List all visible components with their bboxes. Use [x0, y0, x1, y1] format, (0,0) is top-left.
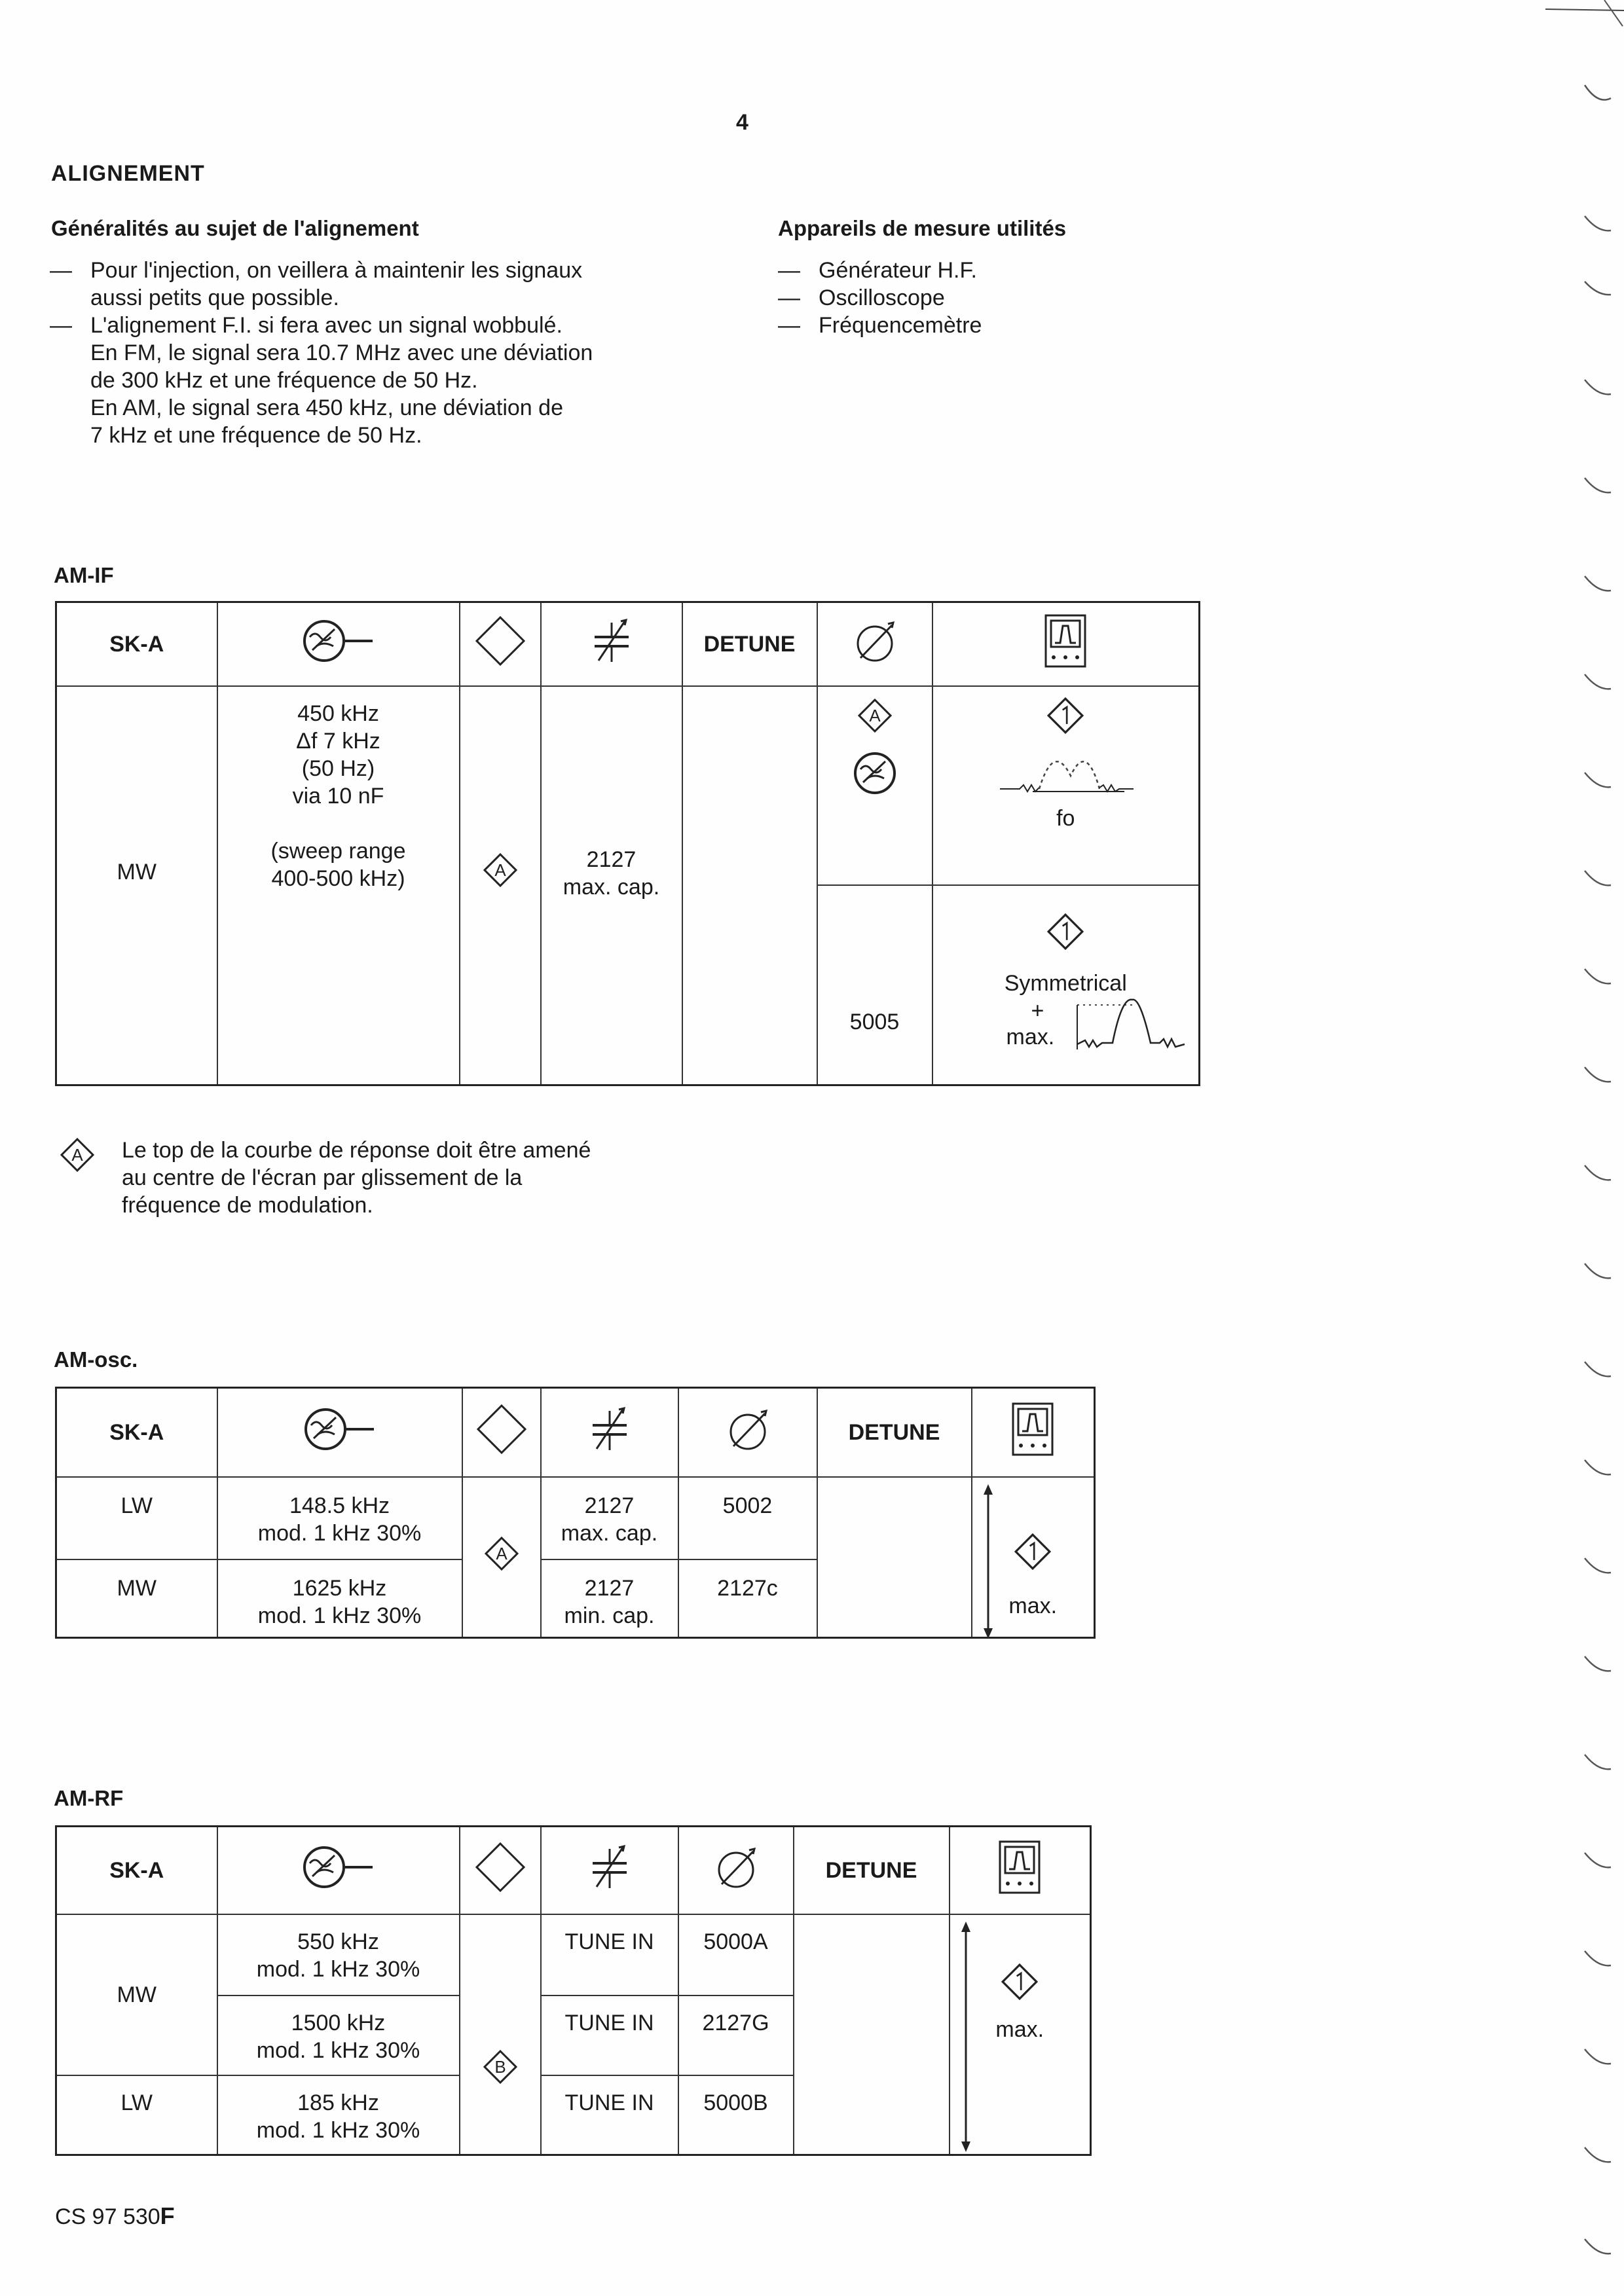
svg-text:A: A: [495, 1544, 507, 1564]
adjust-screwdriver-icon: [817, 602, 932, 686]
signal-generator-icon: [850, 750, 900, 797]
instrument-item: — Oscilloscope: [778, 284, 1171, 312]
document-code: CS 97 530F: [55, 2202, 175, 2229]
capacitor-setting: TUNE IN: [541, 2075, 678, 2155]
page-number: 4: [736, 110, 748, 135]
scope-response-fo: fo: [932, 686, 1200, 885]
detune-empty: [682, 686, 817, 1085]
svg-text:A: A: [494, 860, 506, 881]
header-sk-a: SK-A: [56, 1388, 217, 1477]
band-cell: MW: [56, 1559, 217, 1638]
generator-settings: 1625 kHz mod. 1 kHz 30%: [217, 1559, 462, 1638]
scope-result: max.: [972, 1477, 1095, 1638]
scope-result: max.: [950, 1914, 1091, 2155]
detune-empty: [817, 1477, 972, 1638]
generator-settings: 450 kHz Δf 7 kHz (50 Hz) via 10 nF (sweep range 400-500 kHz): [217, 686, 460, 1085]
scope-response-symmetrical: Symmetrical + max.: [932, 885, 1200, 1085]
variable-capacitor-icon: [541, 602, 682, 686]
variable-capacitor-icon: [541, 1827, 678, 1914]
marker-a-icon: [462, 1477, 541, 1638]
header-detune: DETUNE: [817, 1388, 972, 1477]
svg-text:A: A: [868, 705, 881, 725]
symmetrical-curve-icon: [1073, 993, 1191, 1053]
header-sk-a: SK-A: [56, 602, 217, 686]
marker-1-diamond-icon: [1001, 1963, 1038, 2000]
response-curve-icon: [993, 746, 1137, 798]
binder-edge-marks: [1545, 0, 1624, 2296]
bullet-wobble: — L'alignement F.I. si fera avec un signal wobbulé. En FM, le signal sera 10.7 MHz avec une déviation de 300 kHz et une fréquence de 50 Hz. En AM, le signal sera 450 kHz, une déviation de 7 kHz et une fréquence de 50 Hz.: [50, 312, 737, 449]
am-osc-title: AM-osc.: [54, 1347, 138, 1372]
band-cell: LW: [56, 1477, 217, 1559]
generator-icon: [217, 1827, 460, 1914]
capacitor-setting: 2127 max. cap.: [541, 686, 682, 1085]
am-if-title: AM-IF: [54, 563, 114, 587]
am-rf-title: AM-RF: [54, 1786, 124, 1810]
adjust-point: 2127G: [678, 1995, 794, 2075]
footnote-a: [59, 1137, 591, 1218]
band-cell: LW: [56, 2075, 217, 2155]
capacitor-setting: TUNE IN: [541, 1995, 678, 2075]
marker-1-diamond-icon: [1014, 1533, 1051, 1570]
instruments-list: [778, 257, 1171, 339]
adjust-point: 5000B: [678, 2075, 794, 2155]
instrument-item: — Générateur H.F.: [778, 257, 1171, 284]
svg-text:B: B: [494, 2057, 506, 2077]
marker-a-icon: [59, 1137, 96, 1173]
am-rf-table: [55, 1825, 1092, 2156]
generator-icon: [217, 1388, 462, 1477]
oscilloscope-icon: [950, 1827, 1091, 1914]
am-osc-table: [55, 1387, 1096, 1639]
generator-icon: [217, 602, 460, 686]
variable-capacitor-icon: [541, 1388, 678, 1477]
injection-point-diamond-icon: [460, 1827, 541, 1914]
detune-empty: [794, 1914, 950, 2155]
capacitor-setting: 2127 min. cap.: [541, 1559, 678, 1638]
instruments-heading: Appareils de mesure utilités: [778, 216, 1067, 240]
svg-text:A: A: [71, 1145, 83, 1165]
header-detune: DETUNE: [794, 1827, 950, 1914]
injection-point-diamond-icon: [462, 1388, 541, 1477]
general-bullets: [50, 257, 737, 449]
generator-settings: 185 kHz mod. 1 kHz 30%: [217, 2075, 460, 2155]
capacitor-setting: 2127 max. cap.: [541, 1477, 678, 1559]
range-arrow-icon: [959, 1920, 972, 2153]
general-heading: Généralités au sujet de l'alignement: [51, 216, 419, 240]
oscilloscope-icon: [932, 602, 1200, 686]
footnote-text: Le top de la courbe de réponse doit être amené au centre de l'écran par glissement de la fréquence de modulation.: [122, 1138, 591, 1218]
adjust-point: 5005: [817, 885, 932, 1085]
injection-point-diamond-icon: [460, 602, 541, 686]
band-cell: MW: [56, 686, 217, 1085]
adjust-point: 2127c: [678, 1559, 817, 1638]
adjust-screwdriver-icon: [678, 1827, 794, 1914]
header-detune: DETUNE: [682, 602, 817, 686]
generator-settings: 1500 kHz mod. 1 kHz 30%: [217, 1995, 460, 2075]
marker-1-diamond-icon: [1047, 913, 1084, 950]
adjust-point: 5002: [678, 1477, 817, 1559]
generator-settings: 550 kHz mod. 1 kHz 30%: [217, 1914, 460, 1995]
adjust-markers: [817, 686, 932, 885]
band-cell: MW: [56, 1914, 217, 2075]
range-arrow-icon: [982, 1483, 995, 1640]
am-if-table: [55, 601, 1200, 1086]
marker-1-diamond-icon: [1047, 697, 1084, 734]
page-title: ALIGNEMENT: [51, 161, 205, 186]
bullet-injection: — Pour l'injection, on veillera à maintenir les signaux aussi petits que possible.: [50, 257, 737, 312]
marker-b-icon: [460, 1914, 541, 2155]
adjust-point: 5000A: [678, 1914, 794, 1995]
generator-settings: 148.5 kHz mod. 1 kHz 30%: [217, 1477, 462, 1559]
instrument-item: — Fréquencemètre: [778, 312, 1171, 339]
capacitor-setting: TUNE IN: [541, 1914, 678, 1995]
marker-a-icon: [460, 686, 541, 1085]
adjust-screwdriver-icon: [678, 1388, 817, 1477]
header-sk-a: SK-A: [56, 1827, 217, 1914]
oscilloscope-icon: [972, 1388, 1095, 1477]
